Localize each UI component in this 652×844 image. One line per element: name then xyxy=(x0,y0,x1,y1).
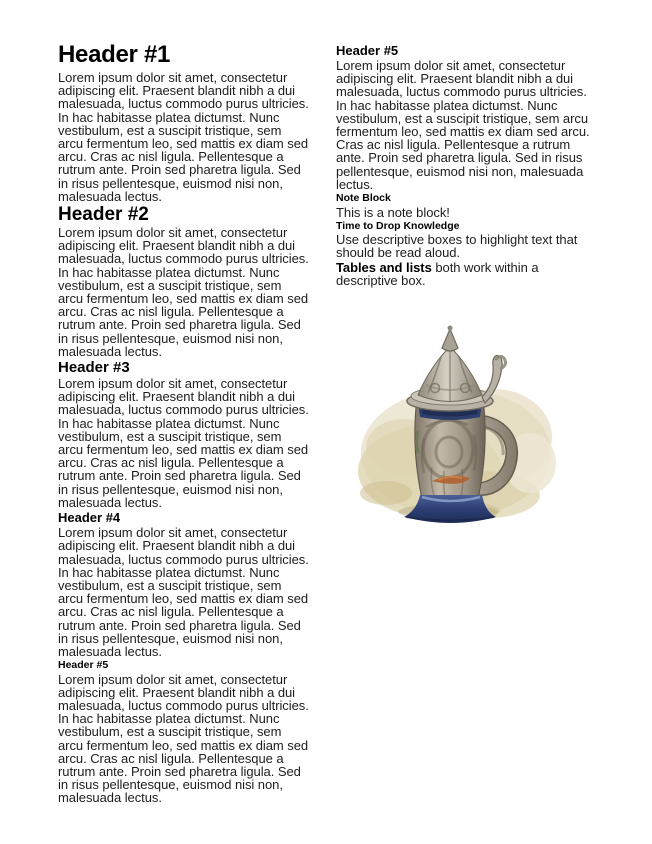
section-header-5 xyxy=(58,660,310,805)
heading-1: Header #1 xyxy=(58,41,171,68)
heading-3: Header #3 xyxy=(58,359,130,377)
body-paragraph: Lorem ipsum dolor sit amet, consectetur adipiscing elit. Praesent blandit nibh a dui malesuada, luctus commodo purus ultricies. In hac habitasse platea dictumst. Nunc vestibulum, est a suscipit tristique, sem arcu fermentum leo, sed mattis ex diam sed arcu. Cras ac nisl ligula. Pellentesque a rutrum ante. Proin sed pharetra ligula. Sed in risus pellentesque, euismod nisi non, malesuada lectus. xyxy=(58,376,309,510)
note-block-body: This is a note block! xyxy=(336,204,450,220)
stein-finial xyxy=(442,326,458,352)
body-paragraph: Lorem ipsum dolor sit amet, consectetur adipiscing elit. Praesent blandit nibh a dui malesuada, luctus commodo purus ultricies. In hac habitasse platea dictumst. Nunc vestibulum, est a suscipit tristique, sem arcu fermentum leo, sed mattis ex diam sed arcu. Cras ac nisl ligula. Pellentesque a rutrum ante. Proin sed pharetra ligula. Sed in risus pellentesque, euismod nisi non, malesuada lectus. xyxy=(58,671,309,806)
body-paragraph: Lorem ipsum dolor sit amet, consectetur adipiscing elit. Praesent blandit nibh a dui malesuada, luctus commodo purus ultricies. In hac habitasse platea dictumst. Nunc vestibulum, est a suscipit tristique, sem arcu fermentum leo, sed mattis ex diam sed arcu. Cras ac nisl ligula. Pellentesque a rutrum ante. Proin sed pharetra ligula. Sed in risus pellentesque, euismod nisi non, malesuada lectus. xyxy=(336,58,590,192)
left-column xyxy=(58,42,310,806)
section-header-4 xyxy=(58,511,310,658)
heading-2: Header #2 xyxy=(58,204,149,226)
knowledge-bold-lead: Tables and lists xyxy=(336,259,432,275)
section-header-1 xyxy=(58,42,310,203)
beer-stein-illustration xyxy=(338,315,582,527)
heading-4: Header #4 xyxy=(58,510,121,526)
figure-container xyxy=(338,315,582,527)
stein-lid xyxy=(407,347,493,411)
stein-body xyxy=(415,407,485,499)
knowledge-section xyxy=(336,221,592,287)
section-header-5-right xyxy=(336,44,592,191)
heading-5-right: Header #5 xyxy=(336,43,399,58)
body-paragraph: Lorem ipsum dolor sit amet, consectetur adipiscing elit. Praesent blandit nibh a dui malesuada, luctus commodo purus ultricies. In hac habitasse platea dictumst. Nunc vestibulum, est a suscipit tristique, sem arcu fermentum leo, sed mattis ex diam sed arcu. Cras ac nisl ligula. Pellentesque a rutrum ante. Proin sed pharetra ligula. Sed in risus pellentesque, euismod nisi non, malesuada lectus. xyxy=(58,525,309,659)
note-block-section xyxy=(336,193,592,219)
right-column xyxy=(336,42,592,806)
body-paragraph: Lorem ipsum dolor sit amet, consectetur adipiscing elit. Praesent blandit nibh a dui malesuada, luctus commodo purus ultricies. In hac habitasse platea dictumst. Nunc vestibulum, est a suscipit tristique, sem arcu fermentum leo, sed mattis ex diam sed arcu. Cras ac nisl ligula. Pellentesque a rutrum ante. Proin sed pharetra ligula. Sed in risus pellentesque, euismod nisi non, malesuada lectus. xyxy=(58,70,309,204)
knowledge-title: Time to Drop Knowledge xyxy=(336,219,460,232)
heading-5: Header #5 xyxy=(58,659,109,672)
knowledge-body: Use descriptive boxes to highlight text that should be read aloud. xyxy=(336,232,578,261)
body-paragraph: Lorem ipsum dolor sit amet, consectetur adipiscing elit. Praesent blandit nibh a dui malesuada, luctus commodo purus ultricies. In hac habitasse platea dictumst. Nunc vestibulum, est a suscipit tristique, sem arcu fermentum leo, sed mattis ex diam sed arcu. Cras ac nisl ligula. Pellentesque a rutrum ante. Proin sed pharetra ligula. Sed in risus pellentesque, euismod nisi non, malesuada lectus. xyxy=(58,225,309,359)
section-header-3 xyxy=(58,360,310,509)
knowledge-tables-note xyxy=(336,261,592,287)
knowledge-rest-text: both work within a descriptive box. xyxy=(336,259,539,288)
note-block-title: Note Block xyxy=(336,192,391,205)
section-header-2 xyxy=(58,205,310,358)
